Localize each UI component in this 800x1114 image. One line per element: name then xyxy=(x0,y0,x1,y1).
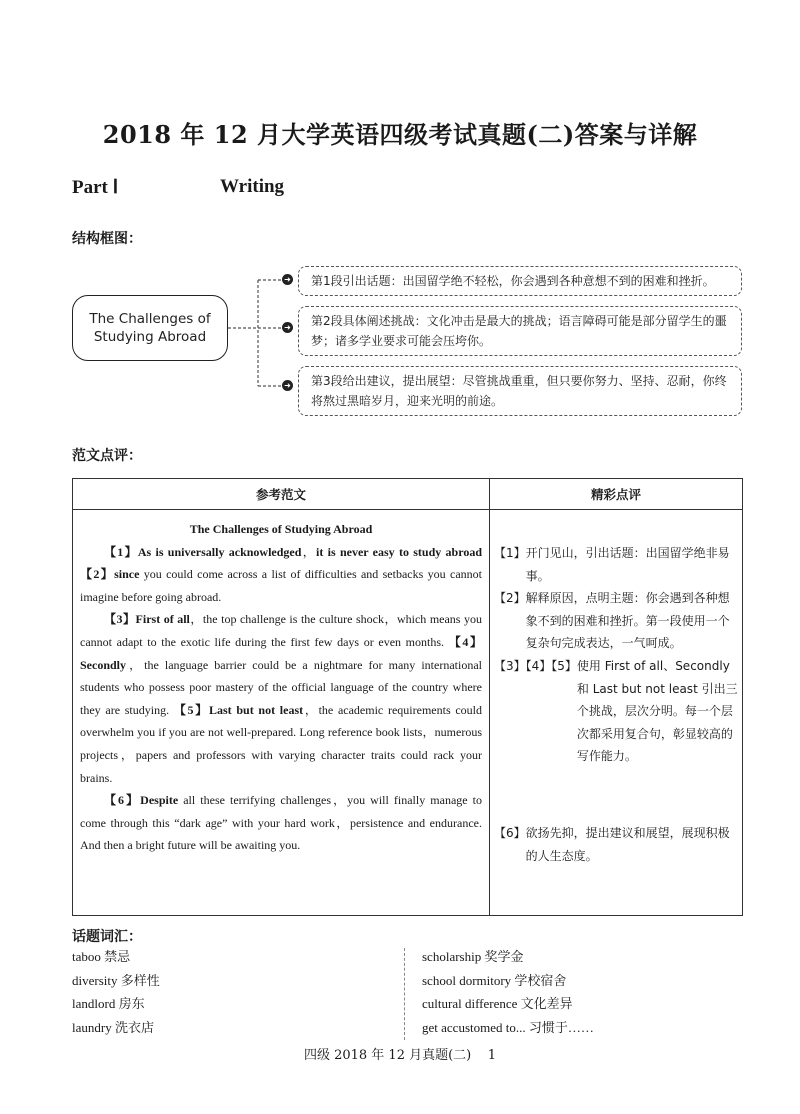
highlight-phrase: As is universally acknowledged xyxy=(137,544,302,559)
essay-paragraph-3 xyxy=(80,789,482,857)
root-line-1: The Challenges of xyxy=(89,311,211,327)
vocab-item: cultural difference 文化差异 xyxy=(422,996,573,1011)
comment-text: 解释原因，点明主题：你会遇到各种想象不到的困难和挫折。第一段使用一个复杂句完成表达，一气呵成。 xyxy=(525,591,730,651)
vocab-list-right xyxy=(422,945,594,1039)
vocab-item: laundry 洗衣店 xyxy=(72,1019,154,1035)
comment-tag: 【1】 xyxy=(494,546,526,560)
vocab-item: school dormitory 学校宿舍 xyxy=(422,972,567,988)
structure-heading: 结构框图： xyxy=(72,231,142,247)
arrow-circle-icon: ➜ xyxy=(282,322,293,333)
essay-cell xyxy=(73,510,490,916)
essay-text: you could come across a list of difficulties and setbacks you cannot imagine before going abroad. xyxy=(80,567,482,604)
page-title: 2018 年 12 月大学英语四级考试真题(二)答案与详解 xyxy=(102,120,698,149)
essay-paragraph-2 xyxy=(80,608,482,789)
comment-item xyxy=(494,822,738,867)
vocab-divider xyxy=(404,948,405,1040)
page-footer: 四级 2018 年 12 月真题(二) 1 xyxy=(303,1048,497,1063)
highlight-phrase: First of all xyxy=(135,612,190,627)
highlight-phrase: Despite xyxy=(140,793,179,808)
comment-text: 使用 First of all、Secondly 和 Last but not least 引出三个挑战，层次分明。每一个层次都采用复合句，彰显较高的写作能力。 xyxy=(576,658,738,764)
part-label: Part Ⅰ xyxy=(72,177,119,198)
vocab-heading: 话题词汇： xyxy=(72,929,142,945)
comment-text: 欲扬先抑，提出建议和展望，展现积极的人生态度。 xyxy=(525,826,730,863)
marker: 【4】 xyxy=(448,634,482,649)
arrow-circle-icon: ➜ xyxy=(282,274,293,285)
essay-title: The Challenges of Studying Abroad xyxy=(189,522,373,536)
marker: 【3】 xyxy=(104,612,136,627)
vocab-item: taboo 禁忌 xyxy=(72,949,131,964)
essay-text: all these terrifying challenges，you will finally manage to come through this “dark age” with your hard work，persistence and endurance. And then a bright future will be awaiting you. xyxy=(80,793,482,853)
marker: 【2】 xyxy=(80,567,115,582)
vocab-item: get accustomed to... 习惯于…… xyxy=(422,1019,594,1035)
structure-branch-2: 第2段具体阐述挑战：文化冲击是最大的挑战；语言障碍可能是部分留学生的噩梦；诸多学业要求可能会压垮你。 xyxy=(298,306,742,356)
comment-tag: 【2】 xyxy=(494,591,526,606)
essay-paragraph-1 xyxy=(80,541,482,609)
vocab-list-left xyxy=(72,945,160,1039)
essay-text: ， xyxy=(301,544,317,559)
essay-text: ，the top challenge is the culture shock，which means you cannot adapt to the exotic life during the first few days or even months. xyxy=(80,612,482,649)
comment-tag: 【3】【4】【5】 xyxy=(494,658,577,673)
essay-text: ，the academic requirements could overwhelm you if you are not well-prepared. Long reference book lists，numerous projects，papers and professors with varying character traits could rack your brains. xyxy=(80,702,482,785)
comment-item xyxy=(494,587,738,655)
structure-root-box xyxy=(72,295,228,361)
marker: 【1】 xyxy=(104,544,138,559)
arrow-circle-icon: ➜ xyxy=(282,380,293,391)
highlight-phrase: it is never easy to study abroad xyxy=(316,544,482,559)
highlight-phrase: since xyxy=(114,567,140,582)
vocab-item: diversity 多样性 xyxy=(72,972,160,988)
comment-item xyxy=(494,655,738,768)
comment-text: 开门见山，引出话题：出国留学绝非易事。 xyxy=(525,546,730,583)
structure-branch-1: 第1段引出话题：出国留学绝不轻松，你会遇到各种意想不到的困难和挫折。 xyxy=(298,266,742,296)
vocab-item: landlord 房东 xyxy=(72,996,145,1011)
marker: 【5】 xyxy=(173,702,209,717)
highlight-phrase: Secondly xyxy=(80,657,127,672)
highlight-phrase: Last but not least xyxy=(208,702,304,717)
review-table xyxy=(72,478,743,916)
root-line-2: Studying Abroad xyxy=(93,329,207,345)
review-heading: 范文点评： xyxy=(72,448,142,464)
column-header-comment: 精彩点评 xyxy=(490,479,743,510)
column-header-essay: 参考范文 xyxy=(73,479,490,510)
comment-cell xyxy=(490,510,743,916)
comment-item xyxy=(494,542,738,587)
part-name: Writing xyxy=(220,176,285,197)
marker: 【6】 xyxy=(104,793,141,808)
comment-tag: 【6】 xyxy=(494,826,526,840)
structure-branch-3: 第3段给出建议，提出展望：尽管挑战重重，但只要你努力、坚持、忍耐，你终将熬过黑暗岁月，迎来光明的前途。 xyxy=(298,366,742,416)
vocab-item: scholarship 奖学金 xyxy=(422,949,524,964)
essay-text: ，the language barrier could be a nightmare for many international students who possess poor mastery of the official language of the country where they are studying. xyxy=(80,657,482,717)
